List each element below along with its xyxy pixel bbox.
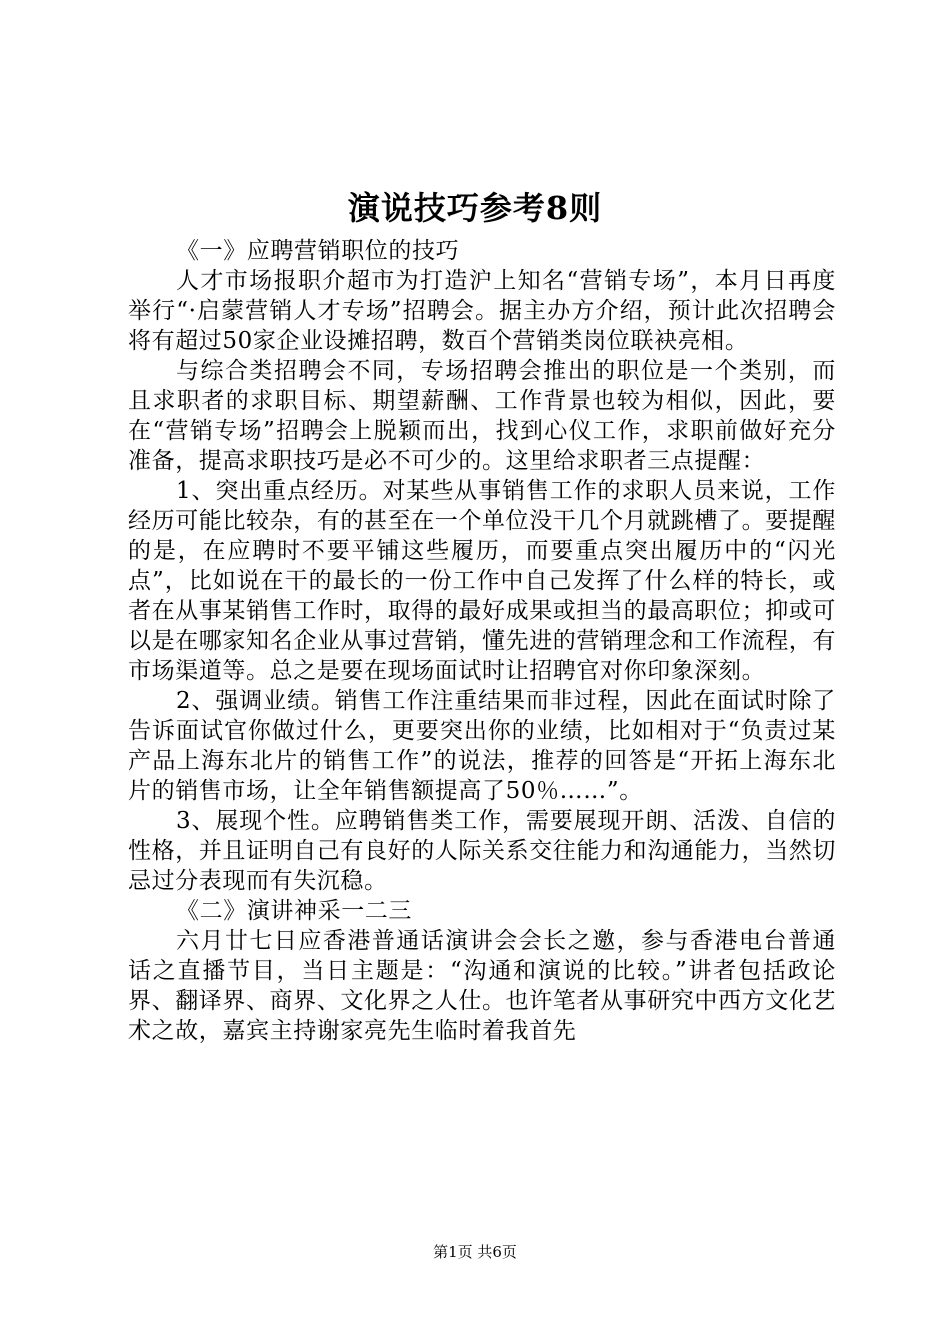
body-paragraph: 3、展现个性。应聘销售类工作，需要展现开朗、活泼、自信的性格，并且证明自己有良好的人际关系交往能力和沟通能力，当然切忌过分表现而有失沉稳。 bbox=[128, 808, 836, 894]
page-number-footer: 第1页 共6页 bbox=[433, 1243, 517, 1261]
body-paragraph: 1、突出重点经历。对某些从事销售工作的求职人员来说，工作经历可能比较杂，有的甚至在一个单位没干几个月就跳槽了。要提醒的是，在应聘时不要平铺这些履历，而要重点突出履历中的“闪光点”，比如说在干的最长的一份工作中自己发挥了什么样的特长，或者在从事某销售工作时，取得的最好成果或担当的最高职位；抑或可以是在哪家知名企业从事过营销，懂先进的营销理念和工作流程，有市场渠道等。总之是要在现场面试时让招聘官对你印象深刻。 bbox=[128, 478, 836, 684]
body-paragraph: 六月廿七日应香港普通话演讲会会长之邀，参与香港电台普通话之直播节目，当日主题是：“沟通和演说的比较。”讲者包括政论界、翻译界、商界、文化界之人仕。也许笔者从事研究中西方文化艺术之故，嘉宾主持谢家亮先生临时着我首先 bbox=[128, 928, 836, 1044]
body-paragraph: 人才市场报职介超市为打造沪上知名“营销专场”，本月日再度举行“·启蒙营销人才专场”招聘会。据主办方介绍，预计此次招聘会将有超过50家企业设摊招聘，数百个营销类岗位联袂亮相。 bbox=[128, 268, 836, 354]
body-paragraph: 与综合类招聘会不同，专场招聘会推出的职位是一个类别，而且求职者的求职目标、期望薪酬、工作背景也较为相似，因此，要在“营销专场”招聘会上脱颖而出，找到心仪工作，求职前做好充分准备，提高求职技巧是必不可少的。这里给求职者三点提醒： bbox=[128, 358, 836, 474]
document-title: 演说技巧参考8则 bbox=[347, 189, 603, 227]
section-heading: 《一》应聘营销职位的技巧 bbox=[176, 238, 460, 264]
body-paragraph: 2、强调业绩。销售工作注重结果而非过程，因此在面试时除了告诉面试官你做过什么，更要突出你的业绩，比如相对于“负责过某产品上海东北片的销售工作”的说法，推荐的回答是“开拓上海东北片的销售市场，让全年销售额提高了50％……”。 bbox=[128, 688, 836, 804]
document-body bbox=[128, 236, 836, 1046]
section-heading: 《二》演讲神采一二三 bbox=[176, 898, 412, 924]
